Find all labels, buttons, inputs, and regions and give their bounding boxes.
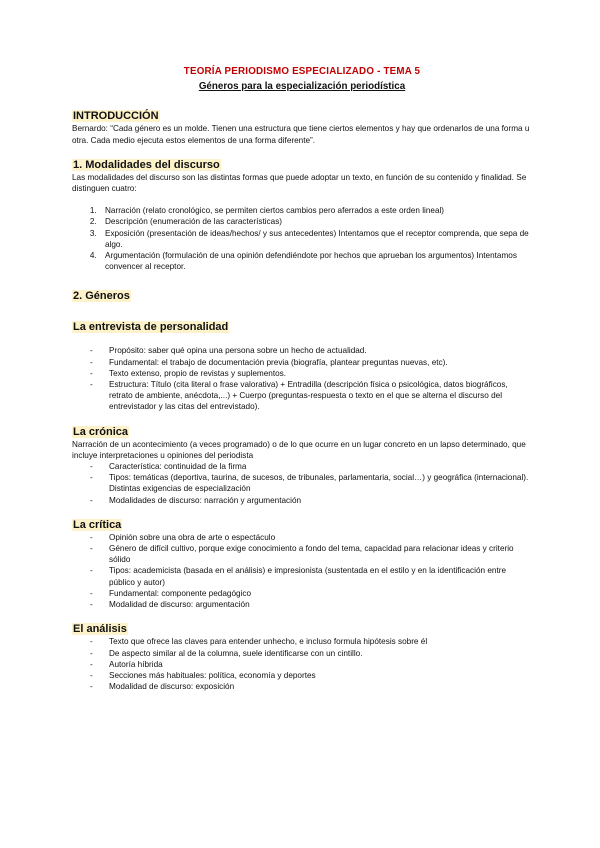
list-item: - Texto que ofrece las claves para entender unhecho, e incluso formula hipótesis sobre él — [72, 636, 532, 647]
critica-heading — [72, 517, 532, 532]
critica-heading-text: La crítica — [73, 518, 122, 531]
list-item: - Fundamental: componente pedagógico — [72, 588, 532, 599]
intro-paragraph: Bernardo: “Cada género es un molde. Tienen una estructura que tiene ciertos elementos y hay que ordenarlos de una forma u otra. Cada medio ejecuta estos elementos de una forma diferente”. — [72, 124, 530, 145]
critica-list — [72, 532, 532, 610]
generos-heading-text: 2. Géneros — [73, 290, 130, 303]
list-item: - Secciones más habituales: política, economía y deportes — [72, 670, 532, 681]
cronica-paragraph: Narración de un acontecimiento (a veces programado) o de lo que ocurre en un lugar concreto en un lapso determinado, que incluye interpretaciones u opiniones del periodista — [72, 439, 526, 460]
list-item: 3. Exposición (presentación de ideas/hechos/ y sus antecedentes) Intentamos que el receptor comprenda, que sepa de algo. — [99, 228, 532, 250]
list-item: - Modalidad de discurso: argumentación — [72, 599, 532, 610]
analisis-heading-text: El análisis — [73, 623, 127, 636]
document-title: TEORÍA PERIODISMO ESPECIALIZADO - TEMA 5 — [183, 66, 421, 77]
list-item: - Autoría híbrida — [72, 659, 532, 670]
list-item: - De aspecto similar al de la columna, suele identificarse con un cintillo. — [72, 648, 532, 659]
intro-heading-text: INTRODUCCIÓN — [73, 110, 159, 123]
list-item: - Fundamental: el trabajo de documentación previa (biografía, plantear preguntas nuevas, etc). — [72, 357, 532, 368]
analisis-heading — [72, 621, 532, 636]
list-item: - Género de difícil cultivo, porque exige conocimiento a fondo del tema, capacidad para relacionar ideas y criterio sólido — [72, 543, 532, 565]
list-item: - Característica: continuidad de la firma — [72, 461, 532, 472]
modalidades-heading-text: 1. Modalidades del discurso — [73, 158, 220, 171]
entrevista-heading-text: La entrevista de personalidad — [73, 321, 229, 334]
cronica-list — [72, 461, 532, 506]
document-subtitle: Géneros para la especialización periodística — [198, 81, 406, 93]
document-page — [72, 66, 532, 692]
list-item: 2. Descripción (enumeración de las características) — [99, 216, 532, 227]
list-item: - Estructura: Título (cita literal o frase valorativa) + Entradilla (descripción física o psicológica, datos biográficos, retrato de ambiente, anécdota,...) + Cuerpo (preguntas-respuesta o texto en el que se alterna el discurso del entrevistador y las citas del entrevistado). — [72, 379, 532, 413]
list-item: - Modalidades de discurso: narración y argumentación — [72, 495, 532, 506]
list-item: - Modalidad de discurso: exposición — [72, 681, 532, 692]
list-item: - Propósito: saber qué opina una persona sobre un hecho de actualidad. — [72, 345, 532, 356]
list-item: - Texto extenso, propio de revistas y suplementos. — [72, 368, 532, 379]
intro-heading — [72, 108, 532, 123]
list-item: 4. Argumentación (formulación de una opinión defendiéndote por hechos que aprueban los argumentos) Intentamos convencer al receptor. — [99, 250, 532, 272]
cronica-heading — [72, 424, 532, 439]
modalidades-list — [72, 205, 532, 272]
cronica-heading-text: La crónica — [73, 425, 129, 438]
modalidades-heading — [72, 157, 532, 172]
list-item: - Tipos: temáticas (deportiva, taurina, de sucesos, de tribunales, parlamentaria, social…) y geográfica (internacional). Distintas exigencias de especialización — [72, 472, 532, 494]
list-item: - Tipos: academicista (basada en el análisis) e impresionista (sustentada en el estilo y en la identificación entre público y autor) — [72, 565, 532, 587]
analisis-list — [72, 636, 532, 692]
list-item: 1. Narración (relato cronológico, se permiten ciertos cambios pero aferrados a este orden lineal) — [99, 205, 532, 216]
entrevista-list — [72, 345, 532, 412]
list-item: - Opinión sobre una obra de arte o espectáculo — [72, 532, 532, 543]
entrevista-heading — [72, 319, 532, 334]
modalidades-paragraph: Las modalidades del discurso son las distintas formas que puede adoptar un texto, en función de su contenido y finalidad. Se distinguen cuatro: — [72, 172, 527, 194]
generos-heading — [72, 288, 532, 303]
